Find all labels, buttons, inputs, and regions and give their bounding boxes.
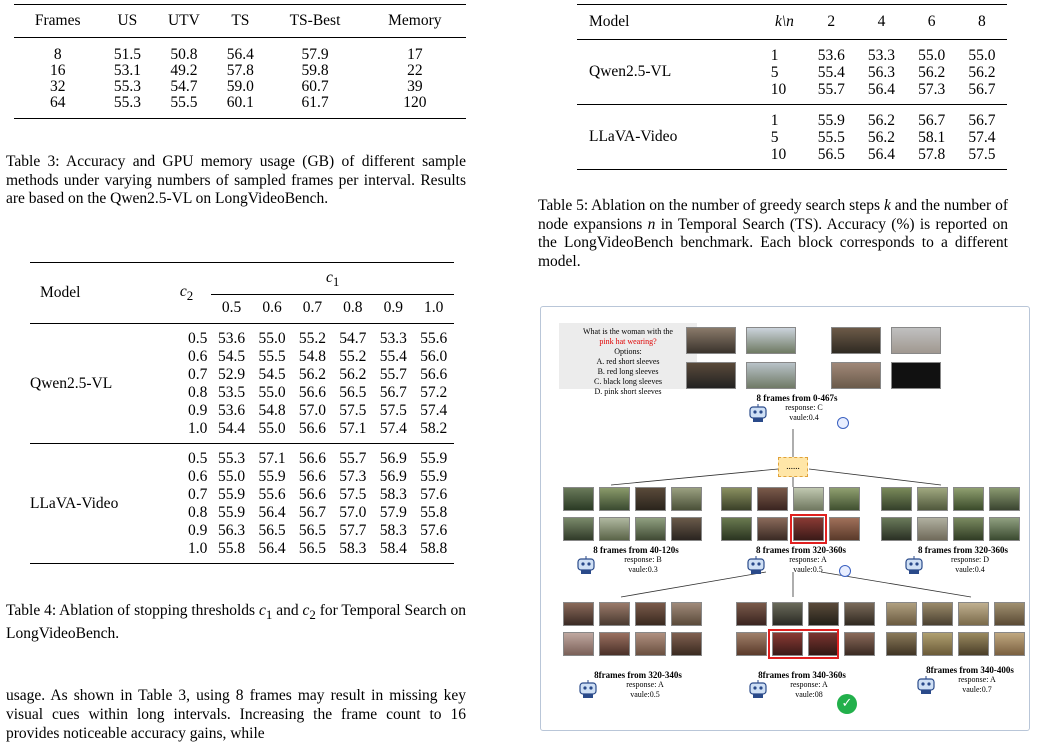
body-paragraph: usage. As shown in Table 3, using 8 frames may result in missing key visual cues within long intervals. Increasing the frame count to 16 provides noticeable accuracy gains, while <box>6 687 466 742</box>
table-cell: 56.7 <box>379 384 407 402</box>
video-frame <box>831 362 881 389</box>
video-frame <box>671 487 702 511</box>
table-cell: 57.8 <box>226 62 254 79</box>
table-4-header <box>30 263 454 295</box>
video-frame <box>635 517 666 541</box>
table-cell: 57.4 <box>420 402 448 420</box>
table-cell: 22 <box>407 62 423 79</box>
video-frame <box>989 517 1020 541</box>
video-frame <box>891 327 941 354</box>
table-cell: 55.9 <box>420 468 448 486</box>
table-cell: 56.4 <box>867 146 896 163</box>
table-cell: 57.9 <box>379 504 407 522</box>
node-value: vaule:0.4 <box>789 413 819 422</box>
k-value: 5 <box>770 129 779 146</box>
table-cell: 55.2 <box>298 330 326 348</box>
level1-node-left <box>581 545 691 575</box>
table-cell: 56.2 <box>298 366 326 384</box>
table-cell: 55.5 <box>258 348 286 366</box>
table-cell: 56.3 <box>867 64 896 81</box>
k-value: 10 <box>770 81 787 98</box>
video-frame <box>808 602 839 626</box>
table-cell: 53.1 <box>113 62 141 79</box>
video-frame <box>829 517 860 541</box>
table-cell: 56.7 <box>298 504 326 522</box>
table-cell: 56.2 <box>968 64 996 81</box>
node-title: 8 frames from 40-120s <box>593 545 679 555</box>
video-frame <box>746 327 796 354</box>
table-cell: 54.8 <box>258 402 286 420</box>
video-frame <box>953 487 984 511</box>
table-cell: 58.1 <box>918 129 946 146</box>
table-cell: 59.8 <box>301 62 329 79</box>
table-cell: 56.2 <box>339 366 367 384</box>
c2-value: 0.8 <box>188 504 208 522</box>
c2-subscript: 2 <box>186 287 194 303</box>
video-frame <box>886 632 917 656</box>
video-frame <box>989 487 1020 511</box>
table-cell: 57.4 <box>379 420 407 438</box>
table-cell: 55.7 <box>379 366 407 384</box>
video-frame <box>757 487 788 511</box>
table-cell: 55.8 <box>420 504 448 522</box>
table-cell: 55.9 <box>258 468 286 486</box>
video-frame <box>599 517 630 541</box>
table-cell: 55.5 <box>170 94 198 111</box>
table-cell: 57.8 <box>918 146 946 163</box>
c1-symbol: c <box>326 269 333 286</box>
table-cell: 55.0 <box>218 468 246 486</box>
node-response: response: A <box>790 680 828 689</box>
video-frame <box>958 602 989 626</box>
table-cell: 64 <box>49 94 66 111</box>
table-cell: 55.4 <box>379 348 407 366</box>
table-cell: 8 <box>53 46 62 63</box>
table-cell: 53.3 <box>379 330 407 348</box>
table-cell: 55.5 <box>817 129 845 146</box>
table-cell: 56.5 <box>817 146 845 163</box>
table-cell: 16 <box>49 62 66 79</box>
video-frame <box>793 487 824 511</box>
table-cell: 57.5 <box>968 146 996 163</box>
video-frame <box>917 487 948 511</box>
video-frame <box>736 602 767 626</box>
table-5-kn-header: k\n <box>763 5 806 40</box>
table-cell: 52.9 <box>218 366 246 384</box>
k-value: 10 <box>770 146 787 163</box>
table-cell: 55.2 <box>339 348 367 366</box>
table-row <box>14 79 466 95</box>
video-frame <box>686 327 736 354</box>
video-frame <box>671 602 702 626</box>
k-value: 1 <box>763 105 806 130</box>
table-cell: 57.3 <box>339 468 367 486</box>
c2-value: 1.0 <box>188 540 208 558</box>
table-5 <box>577 4 1007 170</box>
table-5-header <box>577 5 1007 40</box>
check-circle-icon: ✓ <box>837 694 857 714</box>
table-cell: 54.7 <box>339 330 367 348</box>
video-frame <box>881 487 912 511</box>
table-cell: 56.6 <box>292 444 332 469</box>
highlight-box <box>790 514 827 544</box>
video-frame <box>757 517 788 541</box>
table-cell: 55.8 <box>218 540 246 558</box>
table-4 <box>30 262 454 564</box>
video-frame <box>922 602 953 626</box>
video-frame <box>721 487 752 511</box>
table-3-caption: Table 3: Accuracy and GPU memory usage (GB) of different sample methods under varying numbers of sampled frames per interval. Results are based on the Qwen2.5-VL on LongVideoBench. <box>6 153 466 207</box>
level2-node-right <box>915 665 1025 695</box>
table-cell: 55.3 <box>211 444 251 469</box>
table-cell: 56.7 <box>957 105 1007 130</box>
table-cell: 56.2 <box>856 105 906 130</box>
expansion-dots: ...... <box>778 457 808 477</box>
video-frame <box>746 362 796 389</box>
c2-symbol: c <box>179 282 187 300</box>
table-cell: 55.6 <box>258 486 286 504</box>
table-cell: 56.4 <box>258 504 286 522</box>
level1-node-right <box>903 545 1023 575</box>
c1-value: 1.0 <box>413 295 454 324</box>
video-frame <box>563 487 594 511</box>
video-frame <box>736 632 767 656</box>
video-frame <box>721 517 752 541</box>
table-cell: 58.2 <box>420 420 448 438</box>
table-cell: 56.6 <box>298 384 326 402</box>
c2-value: 1.0 <box>188 420 208 438</box>
video-frame <box>563 517 594 541</box>
table-cell: 53.6 <box>218 402 246 420</box>
table-cell: 55.7 <box>817 81 845 98</box>
c2-value: 0.8 <box>188 384 208 402</box>
video-frame <box>599 632 630 656</box>
table-cell: 56.5 <box>298 522 326 540</box>
table-cell: 55.4 <box>817 64 845 81</box>
c2-value: 0.7 <box>188 486 208 504</box>
table-cell: 49.2 <box>170 62 198 79</box>
node-value: vaule:0.5 <box>793 565 823 574</box>
question-line: B. red long sleeves <box>597 367 659 376</box>
c1-value: 0.8 <box>333 295 373 324</box>
table-cell: 120 <box>403 94 427 111</box>
table-row <box>14 95 466 119</box>
table-cell: 56.9 <box>373 444 413 469</box>
table-cell: 56.3 <box>218 522 246 540</box>
table-cell: 54.4 <box>218 420 246 438</box>
table-cell: 56.9 <box>379 468 407 486</box>
table-cell: 55.0 <box>968 47 996 64</box>
c2-value: 0.9 <box>188 402 208 420</box>
table-cell: 56.7 <box>968 81 996 98</box>
root-node <box>747 393 847 423</box>
table-cell: 53.6 <box>218 330 246 348</box>
table-4-c1-header <box>211 263 454 295</box>
table-cell: 57.5 <box>339 402 367 420</box>
table-3-column-header: Frames <box>14 5 101 38</box>
video-frame <box>844 632 875 656</box>
question-line: C. black long sleeves <box>594 377 662 386</box>
c2-value: 0.7 <box>188 366 208 384</box>
video-frame <box>891 362 941 389</box>
table-cell: 53.3 <box>867 47 896 64</box>
table-cell: 60.7 <box>301 78 329 95</box>
c2-value: 0.5 <box>188 330 208 348</box>
table-cell: 55.9 <box>413 444 454 469</box>
video-frame <box>844 602 875 626</box>
n-value: 8 <box>957 5 1007 40</box>
video-frame <box>635 602 666 626</box>
c1-value: 0.9 <box>373 295 413 324</box>
table-cell: 51.5 <box>113 46 141 63</box>
table-4-c2-header <box>162 263 212 324</box>
table-cell: 55.9 <box>218 486 246 504</box>
level2-node-left <box>583 670 693 700</box>
table-cell: 57.6 <box>420 486 448 504</box>
table-cell: 56.4 <box>258 540 286 558</box>
node-response: response: B <box>624 555 662 564</box>
table-row <box>14 63 466 79</box>
table-3 <box>14 4 466 119</box>
table-cell: 58.3 <box>379 522 407 540</box>
k-value: 1 <box>770 47 779 64</box>
n-value: 2 <box>806 5 856 40</box>
video-frame <box>772 602 803 626</box>
table-cell: 55.0 <box>918 47 946 64</box>
table-cell: 55.7 <box>333 444 373 469</box>
table-cell: 55.0 <box>258 420 286 438</box>
video-frame <box>671 632 702 656</box>
video-frame <box>886 602 917 626</box>
c1-value: 0.7 <box>292 295 332 324</box>
video-frame <box>953 517 984 541</box>
video-frame <box>599 602 630 626</box>
k-value: 5 <box>770 64 779 81</box>
table-cell: 56.2 <box>867 129 896 146</box>
table-cell: 57.1 <box>252 444 292 469</box>
table-cell: 32 <box>49 78 66 95</box>
table-cell: 57.6 <box>420 522 448 540</box>
table-cell: 54.5 <box>258 366 286 384</box>
c1-value: 0.6 <box>252 295 292 324</box>
table-cell: 55.3 <box>113 94 141 111</box>
node-value: vaule:0.5 <box>630 690 660 699</box>
temporal-search-figure <box>540 306 1030 731</box>
table-cell: 54.7 <box>170 78 198 95</box>
table-row <box>30 324 454 349</box>
node-response: response: D <box>951 555 989 564</box>
table-cell: 54.5 <box>218 348 246 366</box>
question-line: D. pink short sleeves <box>594 387 662 396</box>
table-cell: 55.6 <box>420 330 448 348</box>
node-title: 8frames from 340-360s <box>758 670 846 680</box>
table-cell: 39 <box>407 78 423 95</box>
table-cell: 60.1 <box>226 94 254 111</box>
table-cell: 56.6 <box>298 468 326 486</box>
question-line: What is the woman with the <box>583 327 673 336</box>
table-3-column-header: TS <box>214 5 266 38</box>
table-cell: 54.8 <box>298 348 326 366</box>
table-cell: 56.4 <box>226 46 254 63</box>
c1-subscript: 1 <box>332 274 340 290</box>
table-cell: 50.8 <box>170 46 198 63</box>
table-cell: 57.0 <box>298 402 326 420</box>
video-frame <box>917 517 948 541</box>
table-cell: 55.3 <box>113 78 141 95</box>
table-cell: 53.5 <box>218 384 246 402</box>
table-3-header <box>14 5 466 38</box>
video-frame <box>922 632 953 656</box>
table-cell: 56.6 <box>420 366 448 384</box>
table-5-caption: Table 5: Ablation on the number of greedy search steps k and the number of node expansions n in Temporal Search (TS). Accuracy (%) is reported on the LongVideoBench benchmark. Each block corresponds to a different model. <box>538 197 1009 270</box>
n-value: 4 <box>856 5 906 40</box>
table-cell: 57.0 <box>339 504 367 522</box>
table-cell: 56.4 <box>867 81 896 98</box>
video-frame <box>563 632 594 656</box>
table-cell: 56.7 <box>907 105 957 130</box>
node-title: 8 frames from 320-360s <box>917 545 1009 555</box>
table-cell: 17 <box>407 46 423 63</box>
table-row <box>30 444 454 469</box>
table-3-column-header: TS-Best <box>266 5 363 38</box>
c2-value: 0.5 <box>162 444 212 469</box>
video-frame <box>671 517 702 541</box>
node-response: response: A <box>789 555 827 564</box>
table-3-column-header: US <box>101 5 153 38</box>
c1-value: 0.5 <box>211 295 251 324</box>
node-title: 8frames from 340-400s <box>926 665 1014 675</box>
magnifier-icon <box>839 565 851 577</box>
table-4-caption: Table 4: Ablation of stopping thresholds $c_1$ and $c_2$ for Temporal Search on LongVideoBench. <box>6 602 466 642</box>
video-frame <box>635 632 666 656</box>
table-cell: 56.0 <box>420 348 448 366</box>
table-cell: 57.5 <box>379 402 407 420</box>
table-cell: 57.4 <box>968 129 996 146</box>
node-response: response: A <box>626 680 664 689</box>
table-cell: 57.1 <box>339 420 367 438</box>
table-cell: 59.0 <box>226 78 254 95</box>
video-frame <box>994 632 1025 656</box>
video-frame <box>829 487 860 511</box>
table-cell: 56.6 <box>298 420 326 438</box>
table-cell: 58.8 <box>420 540 448 558</box>
table-cell: 58.4 <box>379 540 407 558</box>
model-name: Qwen2.5-VL <box>589 63 672 80</box>
node-title: 8frames from 320-340s <box>594 670 682 680</box>
table-cell: 57.7 <box>339 522 367 540</box>
model-name: LLaVA-Video <box>30 444 162 564</box>
node-response: response: A <box>958 675 996 684</box>
question-line: Options: <box>614 347 642 356</box>
table-cell: 56.5 <box>298 540 326 558</box>
node-response: response: C <box>785 403 823 412</box>
model-name: Qwen2.5-VL <box>30 374 113 392</box>
question-line: pink hat wearing? <box>599 337 657 346</box>
node-value: vaule:0.7 <box>962 685 992 694</box>
table-cell: 57.9 <box>301 46 329 63</box>
table-cell: 57.5 <box>339 486 367 504</box>
node-title: 8 frames from 0-467s <box>756 393 838 403</box>
table-4-model-header: Model <box>30 263 162 324</box>
table-cell: 58.3 <box>339 540 367 558</box>
table-cell: 58.3 <box>379 486 407 504</box>
table-row <box>577 40 1007 65</box>
video-frame <box>994 602 1025 626</box>
video-frame <box>881 517 912 541</box>
table-cell: 57.3 <box>918 81 946 98</box>
table-cell: 55.0 <box>258 384 286 402</box>
video-frame <box>831 327 881 354</box>
video-frame <box>635 487 666 511</box>
table-cell: 55.9 <box>218 504 246 522</box>
table-3-column-header: Memory <box>364 5 466 38</box>
table-cell: 57.2 <box>420 384 448 402</box>
video-frame <box>563 602 594 626</box>
table-row <box>577 105 1007 130</box>
table-row <box>14 38 466 64</box>
table-cell: 56.5 <box>258 522 286 540</box>
table-5-model-header: Model <box>577 5 763 40</box>
node-value: vaule:0.4 <box>955 565 985 574</box>
highlight-box <box>768 629 839 659</box>
table-cell: 53.6 <box>817 47 845 64</box>
table-cell: 55.0 <box>258 330 286 348</box>
table-cell: 56.2 <box>918 64 946 81</box>
question-box <box>559 323 697 396</box>
video-frame <box>686 362 736 389</box>
table-cell: 56.5 <box>339 384 367 402</box>
table-3-column-header: UTV <box>153 5 214 38</box>
model-name: LLaVA-Video <box>577 105 763 170</box>
c2-value: 0.6 <box>188 348 208 366</box>
question-line: A. red short sleeves <box>596 357 660 366</box>
node-title: 8 frames from 320-360s <box>755 545 847 555</box>
table-cell: 61.7 <box>301 94 329 111</box>
n-value: 6 <box>907 5 957 40</box>
video-frame <box>599 487 630 511</box>
node-value: vaule:0.3 <box>628 565 658 574</box>
c2-value: 0.6 <box>188 468 208 486</box>
table-cell: 55.9 <box>806 105 856 130</box>
video-frame <box>958 632 989 656</box>
table-cell: 56.6 <box>298 486 326 504</box>
magnifier-icon <box>837 417 849 429</box>
node-value: vaule:08 <box>795 690 823 699</box>
c2-value: 0.9 <box>188 522 208 540</box>
